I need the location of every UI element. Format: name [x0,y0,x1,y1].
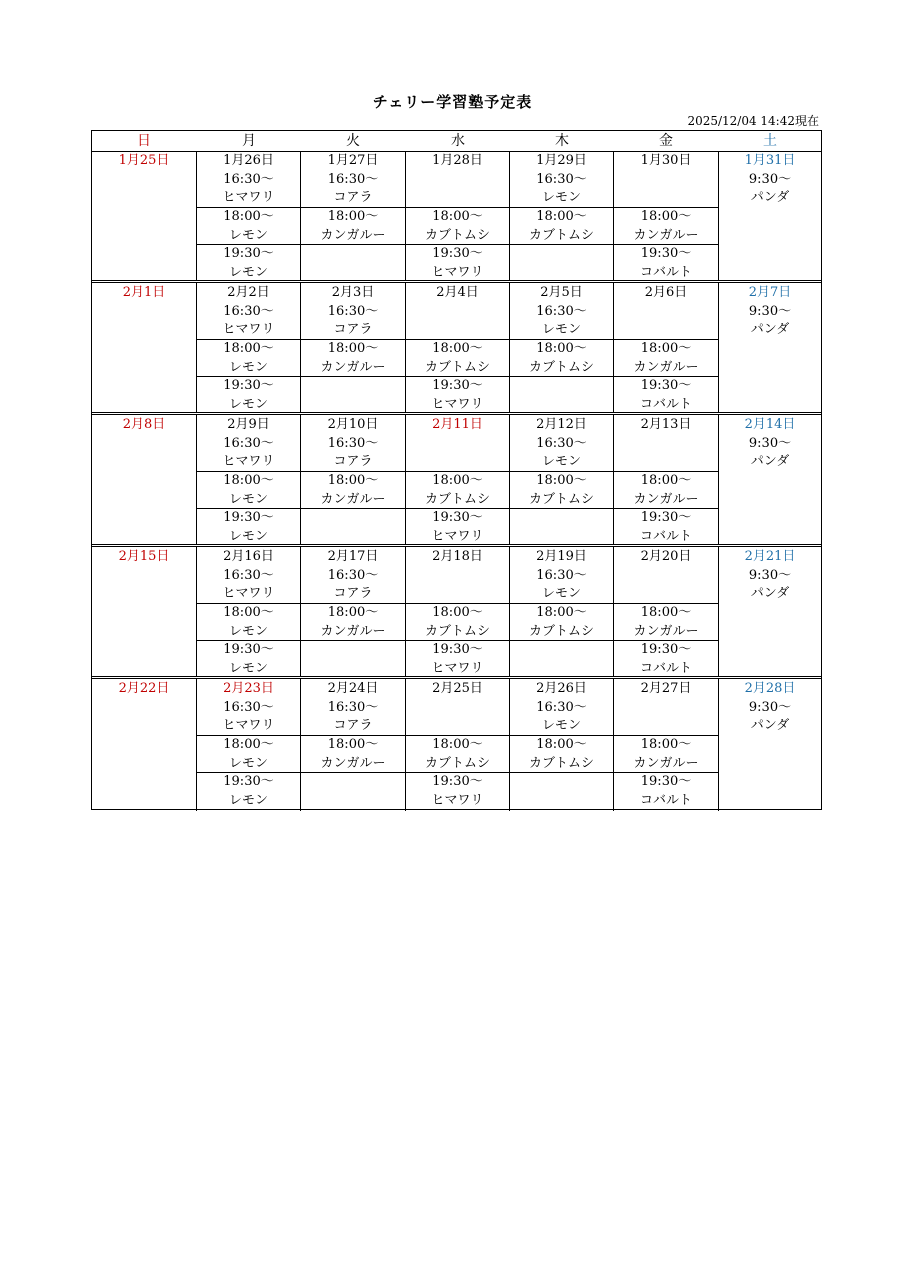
slot-class: コアラ [333,586,373,601]
slot-time: 18:00〜 [536,605,587,620]
tue-slot-1 [301,548,405,604]
slot-class [406,321,509,340]
slot-time: 16:30〜 [536,171,587,187]
thu-slot-2 [510,208,613,245]
slot-class: ヒマワリ [222,322,275,337]
slot-time [406,171,509,190]
slot-time: 9:30〜 [748,699,792,715]
cell-date: 2月23日 [223,681,274,696]
sunday-date: 1月25日 [118,153,170,168]
slot-time: 18:00〜 [432,209,483,224]
fri-slot-2 [614,736,718,773]
tue-slot-3 [301,245,405,282]
slot-class: レモン [228,264,268,280]
wed-slot-1 [406,284,509,340]
slot-time [614,567,718,586]
slot-class: コバルト [639,528,692,544]
slot-class: カンガルー [320,359,386,375]
slot-time: 19:30〜 [432,510,483,525]
fri-slot-1 [614,416,718,472]
slot-time [614,699,718,718]
slot-time: 19:30〜 [432,642,483,657]
slot-class: パンダ [750,190,790,205]
slot-time: 16:30〜 [327,567,379,583]
slot-time [406,699,509,718]
slot-time: 16:30〜 [223,171,274,187]
slot-class: カブトムシ [528,755,594,771]
slot-class: コアラ [333,190,373,205]
wed-slot-1 [406,548,509,604]
slot-time: 18:00〜 [432,341,483,356]
weekday-fri: 金 [659,133,673,149]
slot-time: 19:30〜 [223,642,274,657]
wed-slot-1 [406,152,509,208]
sunday-cell [92,548,196,604]
cell-date: 1月28日 [432,153,483,168]
slot-time: 18:00〜 [640,605,692,620]
slot-class: カンガルー [633,227,699,243]
page-title: チェリー学習塾予定表 [372,93,533,111]
slot-time: 16:30〜 [536,567,587,583]
cell-date: 1月27日 [327,153,379,168]
fri-slot-2 [614,208,718,245]
week-row [92,415,821,547]
cell-date: 2月4日 [436,285,479,300]
wed-slot-3 [406,377,509,414]
fri-slot-1 [614,152,718,208]
wed-slot-2 [406,472,509,509]
slot-time: 16:30〜 [223,567,274,583]
slot-time: 18:00〜 [640,341,692,356]
tue-slot-2 [301,340,405,377]
mon-slot-3 [197,245,300,282]
slot-time: 18:00〜 [432,737,483,752]
slot-time [510,245,613,264]
wed-slot-2 [406,208,509,245]
slot-class: カブトムシ [424,491,490,507]
slot-time: 16:30〜 [223,435,274,451]
slot-time: 18:00〜 [327,605,379,620]
week-row [92,151,821,283]
slot-class: ヒマワリ [431,528,484,544]
sunday-cell [92,680,196,736]
slot-time: 18:00〜 [536,209,587,224]
slot-time: 16:30〜 [536,699,587,715]
thu-slot-1 [510,152,613,208]
slot-class: パンダ [750,718,790,733]
sunday-cell [92,416,196,472]
slot-time: 16:30〜 [536,435,587,451]
slot-class: パンダ [750,586,790,601]
slot-class: レモン [541,190,581,205]
slot-time: 19:30〜 [640,774,692,789]
slot-time: 16:30〜 [536,303,587,319]
slot-class: レモン [541,586,581,601]
slot-class: レモン [541,322,581,337]
slot-time [614,435,718,454]
slot-class [614,585,718,604]
week-row [92,547,821,679]
cell-date: 2月3日 [331,285,375,300]
slot-time: 19:30〜 [640,642,692,657]
saturday-cell [719,416,821,486]
slot-class [614,453,718,472]
wed-slot-3 [406,245,509,282]
tue-slot-3 [301,773,405,810]
weekday-header [92,131,821,152]
slot-class: カンガルー [633,359,699,375]
mon-slot-1 [197,152,300,208]
sunday-date: 2月1日 [122,285,166,300]
slot-class [301,792,405,811]
slot-time: 18:00〜 [327,473,379,488]
slot-class: レモン [228,792,268,808]
mon-slot-3 [197,773,300,810]
slot-time [301,377,405,396]
slot-class: パンダ [750,454,790,469]
wed-slot-2 [406,340,509,377]
tue-slot-2 [301,472,405,509]
slot-class [406,717,509,736]
thu-slot-2 [510,604,613,641]
slot-time [614,303,718,322]
slot-class [510,792,613,811]
slot-class: カンガルー [320,491,386,507]
saturday-date: 1月31日 [744,153,796,168]
slot-class: ヒマワリ [431,792,484,808]
slot-class: カブトムシ [528,227,594,243]
slot-class: カブトムシ [528,491,594,507]
slot-time [301,773,405,792]
cell-date: 2月25日 [432,681,483,696]
tue-slot-2 [301,604,405,641]
thu-slot-3 [510,641,613,678]
slot-time: 18:00〜 [223,605,274,620]
slot-class: レモン [228,491,268,507]
tue-slot-2 [301,208,405,245]
slot-time: 18:00〜 [223,473,274,488]
slot-class: カンガルー [633,755,699,771]
mon-slot-3 [197,641,300,678]
cell-date: 2月6日 [644,285,688,300]
slot-class: コアラ [333,322,373,337]
slot-class: パンダ [750,322,790,337]
wed-slot-3 [406,509,509,546]
slot-time: 19:30〜 [223,774,274,789]
slot-time: 16:30〜 [327,699,379,715]
slot-class: カブトムシ [528,359,594,375]
cell-date: 1月26日 [223,153,274,168]
mon-slot-3 [197,377,300,414]
slot-class: カブトムシ [424,755,490,771]
fri-slot-3 [614,377,718,414]
saturday-cell [719,284,821,354]
slot-time: 18:00〜 [536,341,587,356]
thu-slot-2 [510,472,613,509]
slot-time: 18:00〜 [536,473,587,488]
thu-slot-1 [510,548,613,604]
wed-slot-1 [406,680,509,736]
slot-time: 18:00〜 [432,605,483,620]
slot-time: 18:00〜 [432,473,483,488]
wed-slot-2 [406,736,509,773]
slot-class: コバルト [639,264,692,280]
slot-class: レモン [228,528,268,544]
cell-date: 2月11日 [432,417,483,432]
slot-class: コアラ [333,454,373,469]
timestamp: 2025/12/04 14:42現在 [687,114,819,128]
cell-date: 2月27日 [640,681,692,696]
mon-slot-1 [197,416,300,472]
slot-time [406,435,509,454]
cell-date: 2月19日 [536,549,587,564]
slot-time: 9:30〜 [748,567,792,583]
tue-slot-1 [301,152,405,208]
slot-class [614,321,718,340]
fri-slot-2 [614,472,718,509]
slot-class [614,189,718,208]
slot-time: 9:30〜 [748,303,792,319]
slot-time [406,567,509,586]
slot-time: 19:30〜 [223,378,274,393]
cell-date: 2月17日 [327,549,379,564]
mon-slot-2 [197,472,300,509]
weekday-tue: 火 [346,133,360,149]
cell-date: 1月30日 [640,153,692,168]
tue-slot-1 [301,680,405,736]
tue-slot-1 [301,284,405,340]
slot-class: コアラ [333,718,373,733]
slot-class: カンガルー [633,491,699,507]
thu-slot-2 [510,340,613,377]
slot-class: コバルト [639,792,692,808]
weekday-mon: 月 [242,133,256,149]
weekday-thu: 木 [555,133,569,149]
mon-slot-3 [197,509,300,546]
slot-time: 19:30〜 [432,774,483,789]
cell-date: 2月20日 [640,549,692,564]
fri-slot-3 [614,773,718,810]
slot-class: コバルト [639,396,692,412]
cell-date: 2月10日 [327,417,379,432]
mon-slot-2 [197,340,300,377]
slot-class [406,189,509,208]
thu-slot-3 [510,245,613,282]
thu-slot-3 [510,773,613,810]
slot-class: カブトムシ [424,623,490,639]
slot-time: 18:00〜 [640,209,692,224]
wed-slot-3 [406,641,509,678]
sunday-date: 2月8日 [122,417,166,432]
slot-time: 19:30〜 [223,510,274,525]
slot-class: ヒマワリ [431,264,484,280]
slot-time: 19:30〜 [640,246,692,261]
saturday-cell [719,548,821,618]
cell-date: 2月9日 [227,417,270,432]
slot-class: レモン [228,396,268,412]
slot-time: 19:30〜 [640,510,692,525]
thu-slot-2 [510,736,613,773]
slot-time [510,641,613,660]
slot-time: 19:30〜 [432,246,483,261]
slot-time: 18:00〜 [640,737,692,752]
slot-class: レモン [228,660,268,676]
slot-time [406,303,509,322]
weekday-sun: 日 [137,133,151,149]
saturday-date: 2月7日 [748,285,792,300]
slot-class: カブトムシ [424,359,490,375]
slot-time: 18:00〜 [223,737,274,752]
tue-slot-3 [301,509,405,546]
slot-class: カンガルー [633,623,699,639]
mon-slot-2 [197,604,300,641]
slot-time: 19:30〜 [223,246,274,261]
slot-class [406,453,509,472]
slot-class: コバルト [639,660,692,676]
slot-time [301,641,405,660]
slot-class: カブトムシ [424,227,490,243]
fri-slot-3 [614,509,718,546]
week-row [92,283,821,415]
weekday-sat: 土 [763,133,777,149]
slot-time [510,377,613,396]
slot-time: 9:30〜 [748,171,792,187]
sunday-cell [92,152,196,208]
slot-class: レモン [541,454,581,469]
week-row [92,679,821,811]
slot-time: 18:00〜 [327,209,379,224]
saturday-cell [719,680,821,750]
weekday-wed: 水 [451,133,465,149]
slot-time [510,509,613,528]
cell-date: 2月24日 [327,681,379,696]
thu-slot-1 [510,284,613,340]
cell-date: 2月26日 [536,681,587,696]
fri-slot-1 [614,548,718,604]
slot-class: カンガルー [320,623,386,639]
cell-date: 2月2日 [227,285,270,300]
tue-slot-1 [301,416,405,472]
thu-slot-1 [510,680,613,736]
slot-time: 18:00〜 [327,737,379,752]
slot-class: レモン [228,359,268,375]
saturday-date: 2月14日 [744,417,796,432]
mon-slot-1 [197,284,300,340]
schedule-table [91,130,822,810]
cell-date: 2月18日 [432,549,483,564]
slot-class: カンガルー [320,755,386,771]
cell-date: 2月16日 [223,549,274,564]
slot-time: 16:30〜 [327,171,379,187]
slot-time [301,509,405,528]
slot-class [406,585,509,604]
wed-slot-1 [406,416,509,472]
fri-slot-1 [614,284,718,340]
sunday-date: 2月15日 [118,549,170,564]
fri-slot-2 [614,340,718,377]
slot-time: 18:00〜 [536,737,587,752]
slot-time: 18:00〜 [640,473,692,488]
saturday-cell [719,152,821,222]
slot-class: レモン [228,227,268,243]
slot-class: レモン [541,718,581,733]
slot-class: カンガルー [320,227,386,243]
slot-class: ヒマワリ [222,586,275,601]
slot-time: 16:30〜 [327,435,379,451]
saturday-date: 2月21日 [744,549,796,564]
wed-slot-2 [406,604,509,641]
slot-class: レモン [228,623,268,639]
mon-slot-2 [197,208,300,245]
slot-time [301,245,405,264]
slot-time: 19:30〜 [640,378,692,393]
slot-time: 18:00〜 [327,341,379,356]
slot-class [614,717,718,736]
slot-time [614,171,718,190]
slot-class: ヒマワリ [431,396,484,412]
fri-slot-3 [614,641,718,678]
tue-slot-3 [301,641,405,678]
wed-slot-3 [406,773,509,810]
thu-slot-1 [510,416,613,472]
slot-time: 16:30〜 [223,303,274,319]
slot-class: ヒマワリ [222,718,275,733]
mon-slot-2 [197,736,300,773]
slot-time: 16:30〜 [223,699,274,715]
fri-slot-3 [614,245,718,282]
thu-slot-3 [510,377,613,414]
mon-slot-1 [197,548,300,604]
slot-class: ヒマワリ [222,454,275,469]
slot-class: ヒマワリ [431,660,484,676]
slot-time: 18:00〜 [223,209,274,224]
thu-slot-3 [510,509,613,546]
sunday-cell [92,284,196,340]
saturday-date: 2月28日 [744,681,796,696]
tue-slot-2 [301,736,405,773]
slot-class: カブトムシ [528,623,594,639]
mon-slot-1 [197,680,300,736]
slot-time: 18:00〜 [223,341,274,356]
slot-time [510,773,613,792]
sunday-date: 2月22日 [118,681,170,696]
fri-slot-1 [614,680,718,736]
cell-date: 2月12日 [536,417,587,432]
slot-time: 16:30〜 [327,303,379,319]
slot-class: レモン [228,755,268,771]
cell-date: 2月13日 [640,417,692,432]
cell-date: 1月29日 [536,153,587,168]
slot-time: 19:30〜 [432,378,483,393]
tue-slot-3 [301,377,405,414]
slot-time: 9:30〜 [748,435,792,451]
fri-slot-2 [614,604,718,641]
cell-date: 2月5日 [540,285,583,300]
slot-class: ヒマワリ [222,190,275,205]
